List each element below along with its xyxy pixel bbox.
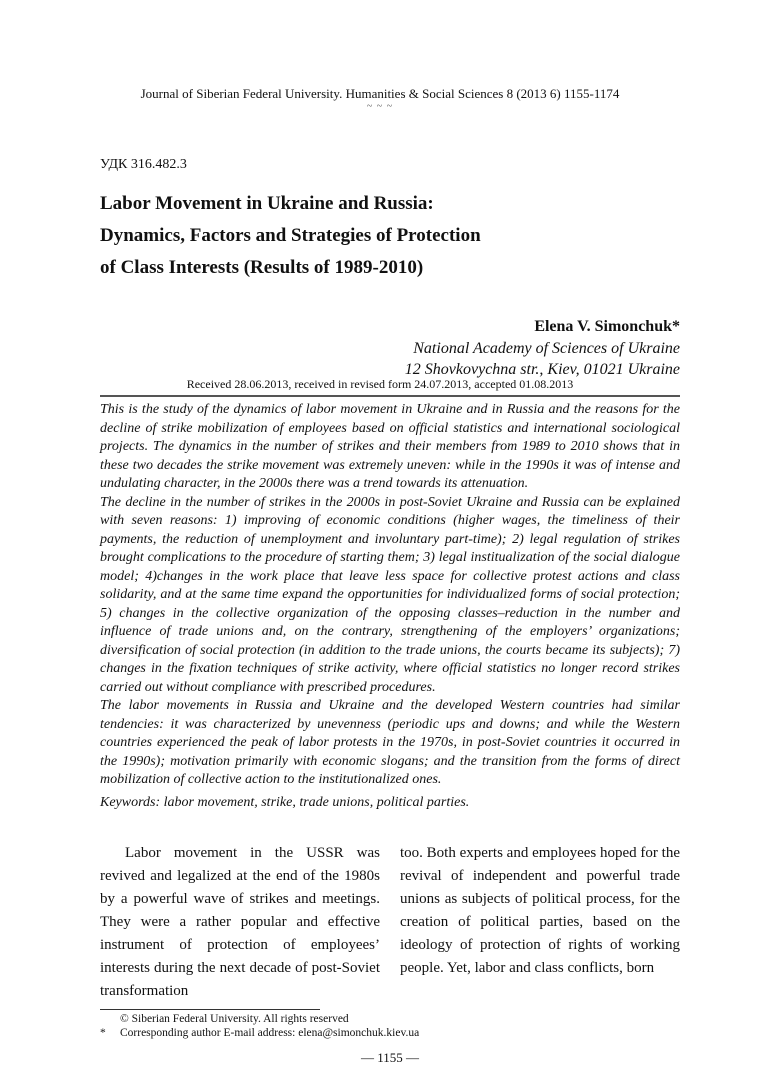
footnote-corresponding <box>100 1026 680 1040</box>
address: 12 Shovkovychna str., Kiev, 01021 Ukraine <box>404 361 680 378</box>
title-line: Dynamics, Factors and Strategies of Protection <box>100 225 481 246</box>
body-column-right: too. Both experts and employees hoped for the revival of independent and powerful trade unions as subjects of political process, for the creation of political parties, based on the ideology of protection of rights of working people. Yet, labor and class conflicts, born <box>400 845 680 976</box>
title-line: of Class Interests (Results of 1989-2010) <box>100 257 424 278</box>
corresponding-author-email[interactable]: Corresponding author E-mail address: elena@simonchuk.kiev.ua <box>120 1027 420 1039</box>
author-name: Elena V. Simonchuk* <box>534 318 680 335</box>
abstract-paragraph: The decline in the number of strikes in the 2000s in post-Soviet Ukraine and Russia can be explained with seven reasons: 1) improving of economic conditions (higher wages, the timeliness of their payments, the reduction of unemployment and involuntary part-time); 2) legal regulation of strikes brought complications to the procedure of starting them; 3) legal institualization of the social dialogue model; 4)changes in the work place that leave less space for collective protest actions and class solidarity, and at the same time expand the opportunities for individualized forms of social protection; 5) changes in the collective organization of the opposing classes–reduction in the number and influence of trade unions and, on the contrary, strengthening of the employers’ organizations; diversification of social protection (in addition to the trade unions, the courts became its subjects); 7) changes in the fixation techniques of strike activity, where official statistics no longer record strikes carried out without compliance with prescribed procedures. <box>100 494 680 695</box>
abstract <box>100 401 680 790</box>
received-dates: Received 28.06.2013, received in revised form 24.07.2013, accepted 01.08.2013 <box>186 377 574 391</box>
article-title <box>100 188 620 284</box>
article-content <box>100 395 680 1066</box>
footnote-copyright: © Siberian Federal University. All rights reserved <box>120 1013 349 1025</box>
body-column-left: Labor movement in the USSR was revived and legalized at the end of the 1980s by a powerful wave of strikes and meetings. They were a rather popular and effective instrument of protection of employees’ interests during the next decade of post-Soviet transformation <box>100 845 380 999</box>
divider <box>100 395 680 397</box>
footnote-divider <box>100 1009 320 1010</box>
udc-code: УДК 316.482.3 <box>100 157 187 172</box>
abstract-paragraph: The labor movements in Russia and Ukraine and the developed Western countries had similar tendencies: it was characterized by unevenness (periodic ups and downs; and while the Western countries experienced the peak of labor protests in the 1970s, in post-Soviet countries it occurred in the 1990s); motivation primarily with economic slogans; and the transition from the forms of direct mobilization of collective action to the institutionalized ones. <box>100 698 680 787</box>
author-affiliation <box>405 338 680 380</box>
journal-header: Journal of Siberian Federal University. Humanities & Social Sciences 8 (2013 6) 1155-1174 <box>140 86 620 101</box>
footnote-marker: * <box>100 1027 106 1039</box>
abstract-paragraph: This is the study of the dynamics of labor movement in Ukraine and in Russia and the reasons for the decline of strike mobilization of employees based on official statistics and international sociological projects. The dynamics in the number of strikes and their members from 1989 to 2010 shows that in these two decades the strike movement was extremely uneven: while in the 1990s it was of intense and undulating character, in the 2000s there was a trend towards its attenuation. <box>100 402 680 491</box>
body-columns <box>100 842 680 1003</box>
page-number: — 1155 — <box>360 1050 420 1065</box>
keywords: Keywords: labor movement, strike, trade unions, political parties. <box>100 794 470 810</box>
affiliation: National Academy of Sciences of Ukraine <box>413 340 680 357</box>
header-ornament: ~ ~ ~ <box>366 101 394 112</box>
title-line: Labor Movement in Ukraine and Russia: <box>100 193 434 214</box>
